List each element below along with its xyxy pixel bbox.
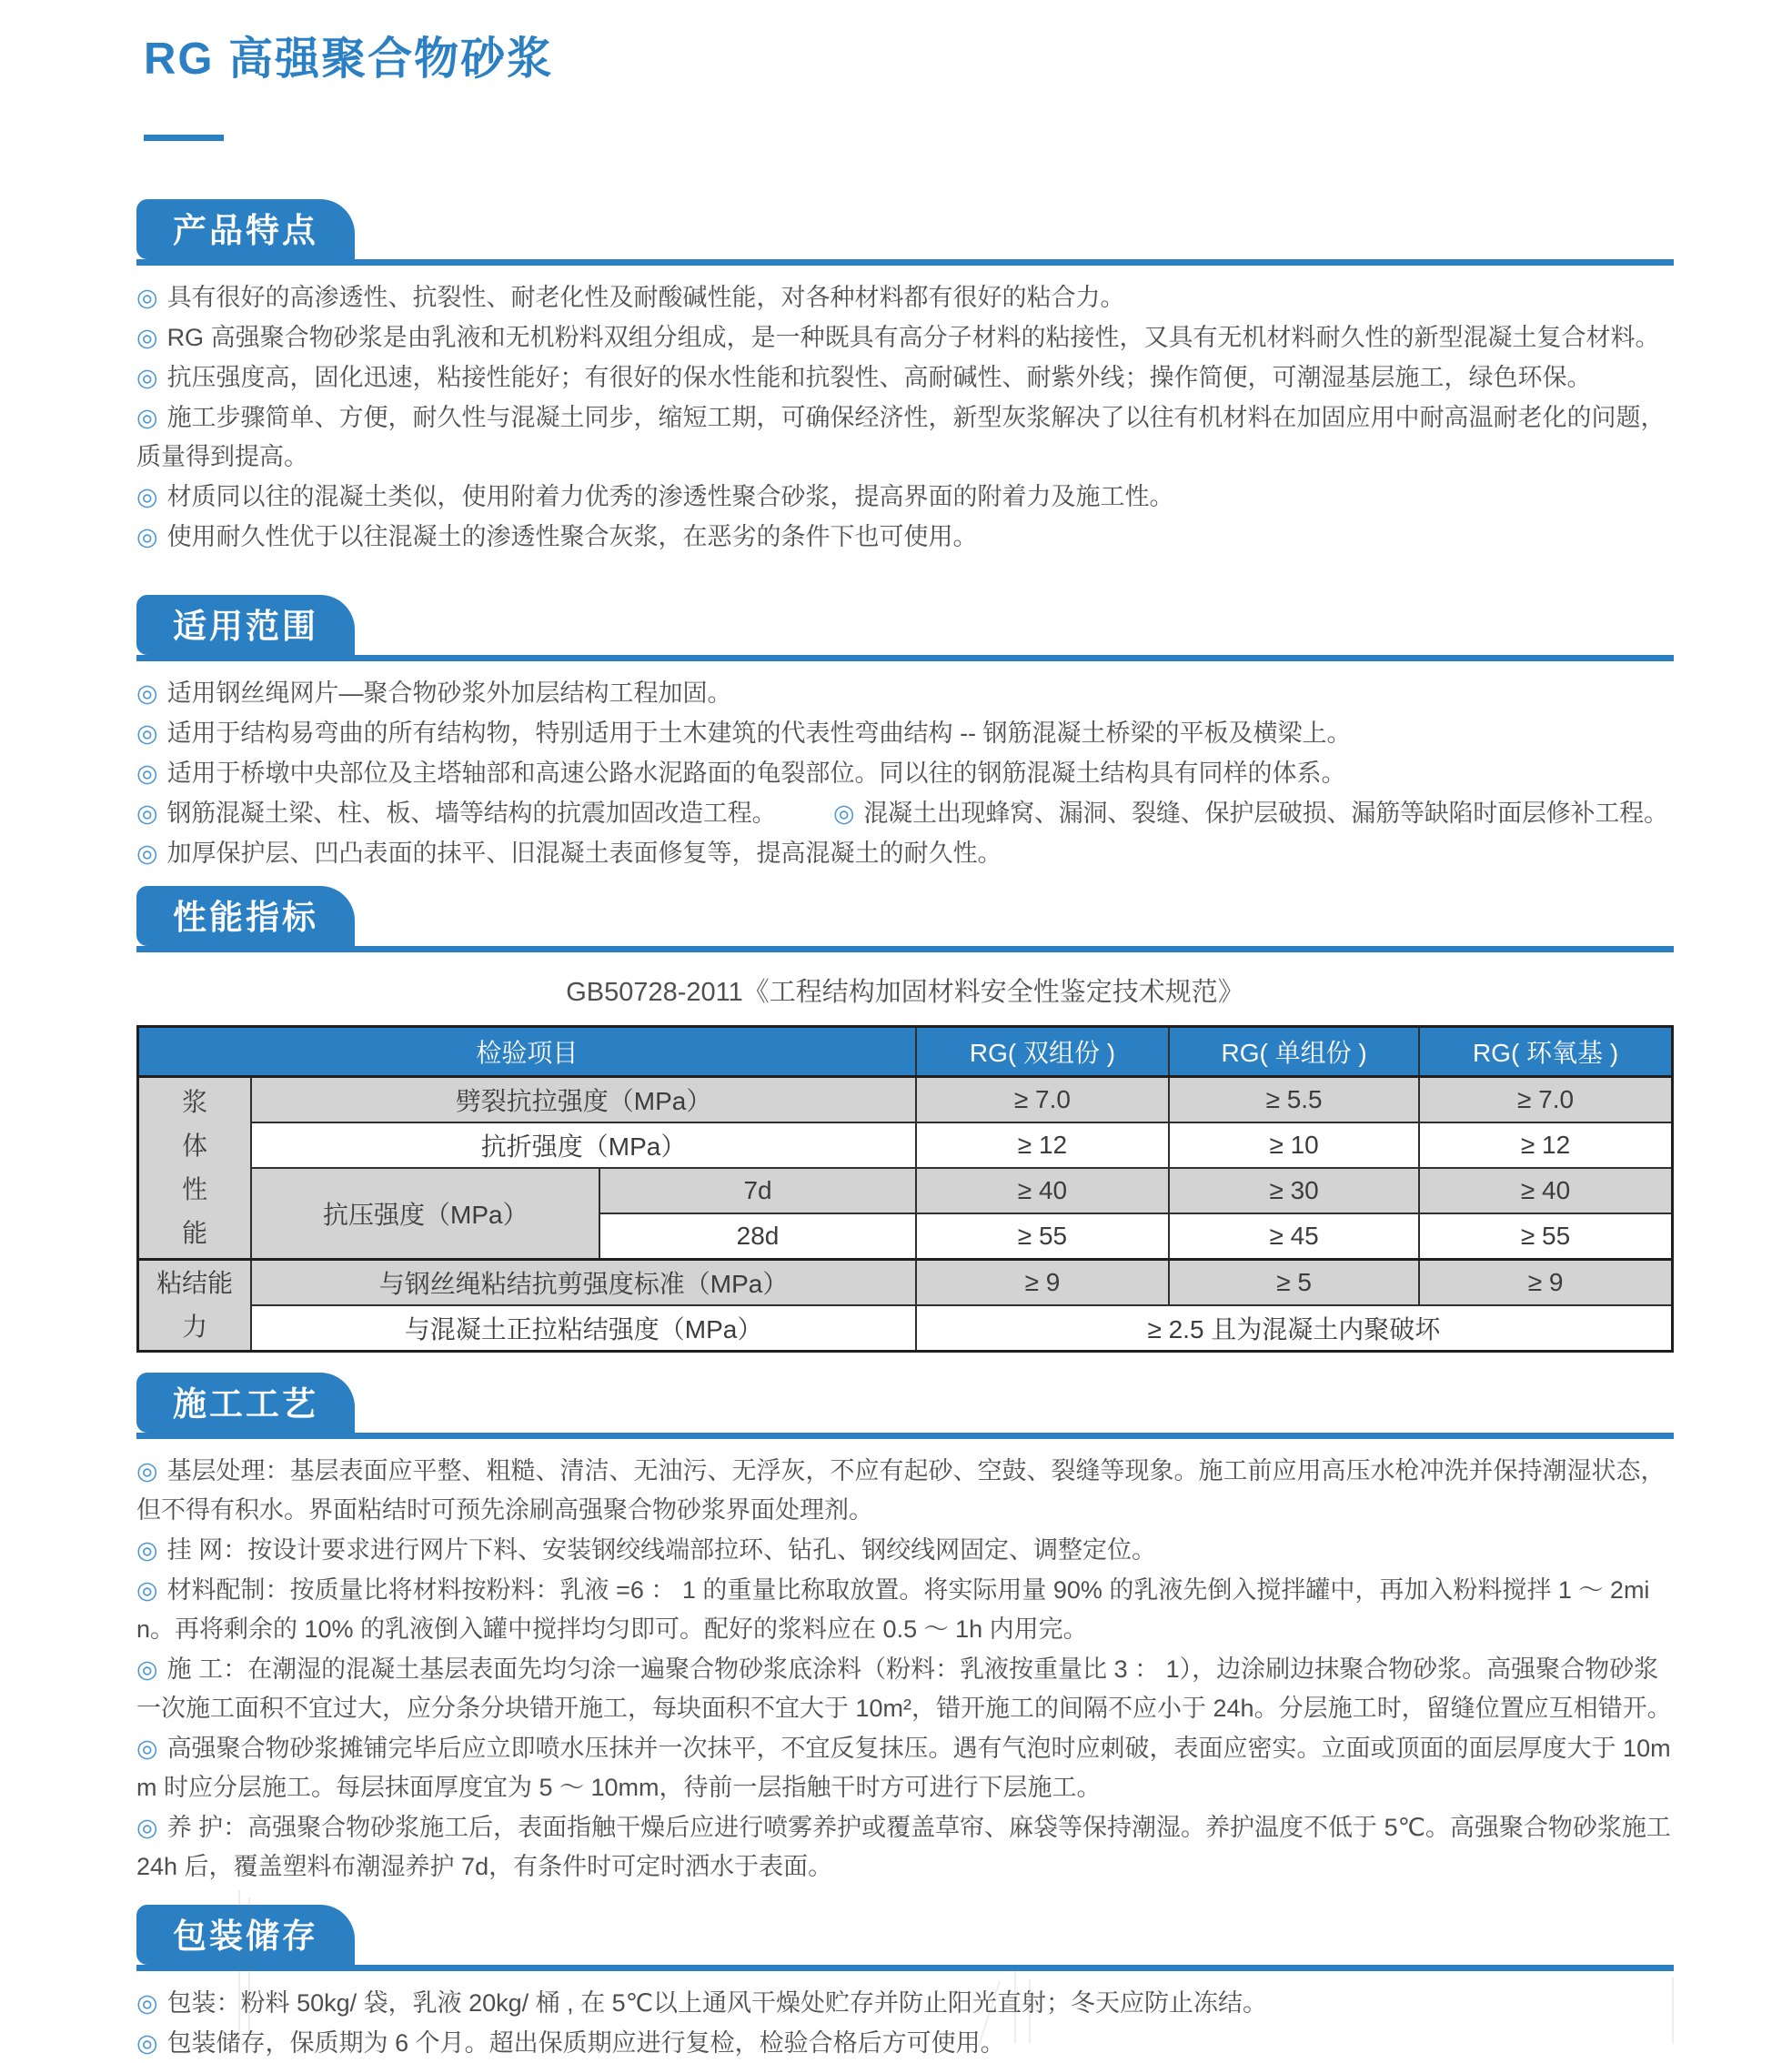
bullet-icon: ◎	[136, 2029, 158, 2057]
list-item-text: 包装：粉料 50kg/ 袋，乳液 20kg/ 桶 , 在 5℃以上通风干燥处贮存并防止阳光直射；冬天应防止冻结。	[166, 1989, 1268, 2017]
bullet-icon: ◎	[136, 483, 158, 510]
table-cell-value-merged: ≥ 2.5 且为混凝土内聚破坏	[916, 1305, 1673, 1352]
bullet-icon: ◎	[136, 1735, 158, 1762]
list-item	[136, 1984, 1674, 2023]
table-cell-value: ≥ 10	[1169, 1122, 1419, 1168]
list-item-text: 适用钢丝绳网片—聚合物砂浆外加层结构工程加固。	[166, 679, 732, 707]
list-item	[136, 714, 1674, 753]
section-process-header	[136, 1373, 1674, 1439]
bullet-icon: ◎	[136, 679, 158, 707]
table-cell-item: 抗压强度（MPa）	[251, 1168, 599, 1260]
performance-table	[136, 1025, 1674, 1353]
table-cell-value: ≥ 55	[1419, 1213, 1672, 1260]
table-cell-item: 与钢丝绳粘结抗剪强度标准（MPa）	[251, 1260, 915, 1306]
list-item-text: 抗压强度高，固化迅速，粘接性能好；有很好的保水性能和抗裂性、高耐碱性、耐紫外线；操作简便，可潮湿基层施工，绿色环保。	[166, 364, 1592, 391]
list-item-text: 具有很好的高渗透性、抗裂性、耐老化性及耐酸碱性能，对各种材料都有很好的粘合力。	[166, 284, 1125, 311]
list-item-text: 使用耐久性优于以往混凝土的渗透性聚合灰浆，在恶劣的条件下也可使用。	[166, 523, 978, 550]
table-cell-value: ≥ 40	[1419, 1168, 1672, 1213]
list-item-text: 钢筋混凝土梁、柱、板、墙等结构的抗震加固改造工程。	[166, 800, 777, 827]
table-header-cell: RG( 双组份 )	[916, 1027, 1169, 1077]
table-cell-item: 劈裂抗拉强度（MPa）	[251, 1077, 915, 1123]
bullet-icon: ◎	[136, 1655, 158, 1683]
section-scope-badge	[136, 595, 355, 655]
list-item	[136, 478, 1674, 517]
list-item-double	[136, 794, 1674, 833]
list-item	[136, 1729, 1674, 1807]
list-item	[136, 1650, 1674, 1728]
table-row	[138, 1305, 1673, 1352]
list-item	[136, 518, 1674, 557]
list-item-text: RG 高强聚合物砂浆是由乳液和无机粉料双组分组成，是一种既具有高分子材料的粘接性，又具有无机材料耐久性的新型混凝土复合材料。	[166, 324, 1660, 351]
bullet-icon: ◎	[136, 1989, 158, 2017]
bullet-icon: ◎	[136, 404, 158, 431]
section-process	[136, 1373, 1674, 1887]
bullet-icon: ◎	[136, 1576, 158, 1604]
section-performance-badge	[136, 886, 355, 946]
list-item-text: 高强聚合物砂浆摊铺完毕后应立即喷水压抹并一次抹平，不宜反复抹压。遇有气泡时应刺破，表面应密实。立面或顶面的面层厚度大于 10mm 时应分层施工。每层抹面厚度宜为 5 ～ 10mm，待前一层指触干时方可进行下层施工。	[136, 1735, 1671, 1801]
bullet-icon: ◎	[136, 720, 158, 747]
section-packaging-header	[136, 1905, 1674, 1971]
list-item	[136, 794, 833, 833]
table-row	[138, 1122, 1673, 1168]
title-underline	[144, 135, 224, 141]
list-item-text: 适用于桥墩中央部位及主塔轴部和高速公路水泥路面的龟裂部位。同以往的钢筋混凝土结构具有同样的体系。	[166, 760, 1346, 787]
table-cell-item: 抗折强度（MPa）	[251, 1122, 915, 1168]
table-header-cell: 检验项目	[138, 1027, 916, 1077]
list-item-text: 混凝土出现蜂窝、漏洞、裂缝、保护层破损、漏筋等缺陷时面层修补工程。	[863, 800, 1668, 827]
bullet-icon: ◎	[136, 1814, 158, 1841]
list-item	[833, 794, 1674, 833]
table-row	[138, 1077, 1673, 1123]
list-item-text: 施工步骤简单、方便，耐久性与混凝土同步，缩短工期，可确保经济性，新型灰浆解决了以往有机材料在加固应用中耐高温耐老化的问题，质量得到提高。	[136, 404, 1666, 470]
list-item-text: 施 工：在潮湿的混凝土基层表面先均匀涂一遍聚合物砂浆底涂料（粉料：乳液按重量比 3 ： 1），边涂刷边抹聚合物砂浆。高强聚合物砂浆一次施工面积不宜过大，应分条分块错开施工，每块面积不宜大于 10m²，错开施工的间隔不应小于 24h。分层施工时，留缝位置应互相错开。	[136, 1655, 1672, 1722]
page-title: RG 高强聚合物砂浆	[144, 35, 554, 84]
bullet-icon: ◎	[136, 1536, 158, 1564]
table-cell-value: ≥ 30	[1169, 1168, 1419, 1213]
table-cell-item: 与混凝土正拉粘结强度（MPa）	[251, 1305, 915, 1352]
background-sketch-line	[238, 1890, 240, 2044]
section-title: 适用范围	[173, 608, 318, 645]
table-cell-value: ≥ 7.0	[916, 1077, 1169, 1123]
table-header-cell: RG( 单组份 )	[1169, 1027, 1419, 1077]
table-cell-value: ≥ 12	[916, 1122, 1169, 1168]
list-item	[136, 358, 1674, 398]
table-cell-value: ≥ 12	[1419, 1122, 1672, 1168]
list-item-text: 包装储存，保质期为 6 个月。超出保质期应进行复检，检验合格后方可使用。	[166, 2029, 1005, 2057]
bullet-icon: ◎	[136, 324, 158, 351]
group-label-bond-capacity: 粘结能 力	[138, 1260, 252, 1352]
background-sketch-line	[1672, 1977, 1674, 2044]
table-header-row	[138, 1027, 1673, 1077]
list-item	[136, 318, 1674, 357]
table-cell-subitem: 28d	[599, 1213, 916, 1260]
list-item-text: 材质同以往的混凝土类似，使用附着力优秀的渗透性聚合砂浆，提高界面的附着力及施工性。	[166, 483, 1174, 510]
list-item	[136, 398, 1674, 477]
list-item-text: 挂 网：按设计要求进行网片下料、安装钢绞线端部拉环、钻孔、钢绞线网固定、调整定位。	[166, 1536, 1157, 1564]
section-packaging	[136, 1905, 1674, 2063]
section-scope-header	[136, 595, 1674, 661]
packaging-list	[136, 1971, 1674, 2063]
list-item	[136, 2024, 1674, 2063]
group-label-paste-performance: 浆 体 性 能	[138, 1077, 252, 1260]
process-list	[136, 1439, 1674, 1887]
list-item	[136, 278, 1674, 317]
table-header-cell: RG( 环氧基 )	[1419, 1027, 1672, 1077]
table-cell-value: ≥ 9	[916, 1260, 1169, 1306]
bullet-icon: ◎	[833, 800, 855, 827]
section-performance-header	[136, 886, 1674, 952]
list-item-text: 适用于结构易弯曲的所有结构物，特别适用于土木建筑的代表性弯曲结构 -- 钢筋混凝土桥梁的平板及横梁上。	[166, 720, 1352, 747]
standard-caption: GB50728-2011《工程结构加固材料安全性鉴定技术规范》	[566, 978, 1244, 1007]
table-cell-subitem: 7d	[599, 1168, 916, 1213]
bullet-icon: ◎	[136, 1457, 158, 1484]
section-features-header	[136, 199, 1674, 266]
list-item	[136, 1452, 1674, 1530]
table-cell-value: ≥ 5	[1169, 1260, 1419, 1306]
table-cell-value: ≥ 9	[1419, 1260, 1672, 1306]
section-packaging-badge	[136, 1905, 355, 1965]
section-performance	[136, 886, 1674, 1353]
table-cell-value: ≥ 5.5	[1169, 1077, 1419, 1123]
table-row	[138, 1168, 1673, 1213]
section-title: 性能指标	[173, 899, 318, 936]
list-item-text: 养 护：高强聚合物砂浆施工后，表面指触干燥后应进行喷雾养护或覆盖草帘、麻袋等保持潮湿。养护温度不低于 5℃。高强聚合物砂浆施工 24h 后，覆盖塑料布潮湿养护 7d，有条件时可定时洒水于表面。	[136, 1814, 1671, 1880]
section-title: 施工工艺	[173, 1385, 318, 1423]
scope-list	[136, 661, 1674, 873]
list-item-text: 基层处理：基层表面应平整、粗糙、清洁、无油污、无浮灰，不应有起砂、空鼓、裂缝等现象。施工前应用高压水枪冲洗并保持潮湿状态，但不得有积水。界面粘结时可预先涂刷高强聚合物砂浆界面处理剂。	[136, 1457, 1666, 1524]
list-item	[136, 1571, 1674, 1649]
table-row	[138, 1260, 1673, 1306]
background-sketch-line	[248, 1897, 250, 2044]
bullet-icon: ◎	[136, 800, 158, 827]
table-cell-value: ≥ 45	[1169, 1213, 1419, 1260]
page-content	[0, 24, 1792, 2063]
list-item-text: 材料配制：按质量比将材料按粉料：乳液 =6 ： 1 的重量比称取放置。将实际用量 90% 的乳液先倒入搅拌罐中，再加入粉料搅拌 1 ～ 2min。再将剩余的 10% 的乳液倒入罐中搅拌均匀即可。配好的浆料应在 0.5 ～ 1h 内用完。	[136, 1576, 1650, 1643]
section-title: 产品特点	[173, 212, 318, 249]
section-features	[136, 199, 1674, 557]
background-sketch-line	[1029, 1979, 1031, 2044]
list-item	[136, 1531, 1674, 1570]
table-cell-value: ≥ 7.0	[1419, 1077, 1672, 1123]
background-sketch-line	[1014, 1970, 1016, 2044]
list-item	[136, 674, 1674, 713]
section-process-badge	[136, 1373, 355, 1433]
list-item-text: 加厚保护层、凹凸表面的抹平、旧混凝土表面修复等，提高混凝土的耐久性。	[166, 840, 1002, 867]
section-scope	[136, 595, 1674, 873]
section-features-badge	[136, 199, 355, 259]
list-item	[136, 1808, 1674, 1887]
bullet-icon: ◎	[136, 840, 158, 867]
bullet-icon: ◎	[136, 284, 158, 311]
bullet-icon: ◎	[136, 760, 158, 787]
features-list	[136, 266, 1674, 557]
bullet-icon: ◎	[136, 364, 158, 391]
list-item	[136, 834, 1674, 873]
table-cell-value: ≥ 55	[916, 1213, 1169, 1260]
section-title: 包装储存	[173, 1917, 318, 1955]
list-item	[136, 754, 1674, 793]
bullet-icon: ◎	[136, 523, 158, 550]
table-cell-value: ≥ 40	[916, 1168, 1169, 1213]
